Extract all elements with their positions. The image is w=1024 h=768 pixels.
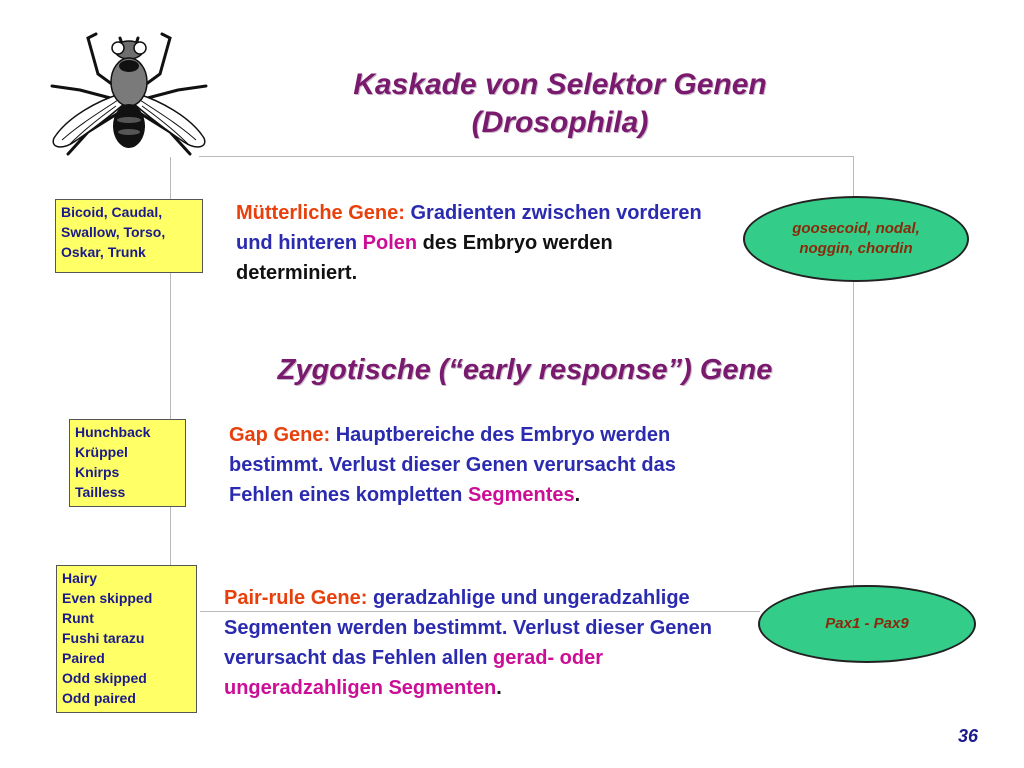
- pair-rule-genes-box: [56, 565, 197, 713]
- gene-name: Knirps: [75, 464, 120, 480]
- pair-rule-highlight-2: Segmenten: [388, 677, 497, 699]
- pair-rule-end: .: [496, 677, 502, 699]
- gene-name: Oskar, Trunk: [61, 244, 146, 260]
- maternal-genes-label: Mütterliche Gene:: [236, 202, 405, 224]
- gene-name: Hairy: [62, 570, 98, 586]
- gap-genes-box: [69, 419, 186, 507]
- pair-rule-highlight-1: gerad- oder ungeradzahligen: [224, 647, 604, 699]
- gap-genes-paragraph: [229, 420, 729, 510]
- gene-name: Fushi tarazu: [62, 630, 145, 646]
- gene-name: Swallow, Torso,: [61, 224, 166, 240]
- drosophila-fly-illustration: [40, 28, 220, 163]
- slide-title: [250, 66, 870, 142]
- maternal-highlight: Polen: [362, 232, 418, 254]
- title-line-1: Kaskade von Selektor Genen: [353, 68, 767, 101]
- oval-text: goosecoid, nodal, noggin, chordin: [792, 220, 920, 257]
- gap-genes-label: Gap Gene:: [229, 424, 331, 446]
- maternal-genes-box: [55, 199, 203, 273]
- maternal-text-a: Gradienten zwischen vorderen und hinteren: [236, 202, 702, 254]
- gap-end: .: [574, 484, 581, 506]
- gene-name: Bicoid, Caudal,: [61, 204, 163, 220]
- gene-name: Tailless: [75, 484, 126, 500]
- pair-rule-label: Pair-rule Gene:: [224, 587, 368, 609]
- gene-name: Krüppel: [75, 444, 128, 460]
- gene-name: Paired: [62, 650, 105, 666]
- frame-top-line: [199, 156, 854, 157]
- vertebrate-homologs-oval-pax: [758, 585, 976, 663]
- maternal-genes-paragraph: [236, 198, 721, 288]
- page-number: 36: [957, 726, 978, 746]
- gene-name: Even skipped: [62, 590, 153, 606]
- maternal-text-b: des Embryo werden determiniert.: [236, 232, 613, 284]
- gap-highlight: Segmentes: [467, 484, 575, 506]
- pair-rule-genes-paragraph: [224, 583, 749, 703]
- gene-name: Odd paired: [62, 690, 136, 706]
- pair-rule-text: geradzahlige und ungeradzahlige Segmenten werden bestimmt. Verlust dieser Genen verursacht das Fehlen allen: [224, 587, 712, 669]
- gap-text: Hauptbereiche des Embryo werden bestimmt. Verlust dieser Genen verursacht das Fehlen eines kompletten: [229, 424, 676, 506]
- zygotic-genes-heading: Zygotische (“early response”) Gene: [277, 354, 773, 386]
- vertebrate-homologs-oval-maternal: [743, 196, 969, 282]
- gene-name: Odd skipped: [62, 670, 147, 686]
- gene-name: Runt: [62, 610, 94, 626]
- oval-text: Pax1 - Pax9: [825, 615, 909, 632]
- title-line-2: (Drosophila): [471, 106, 649, 139]
- gene-name: Hunchback: [75, 424, 151, 440]
